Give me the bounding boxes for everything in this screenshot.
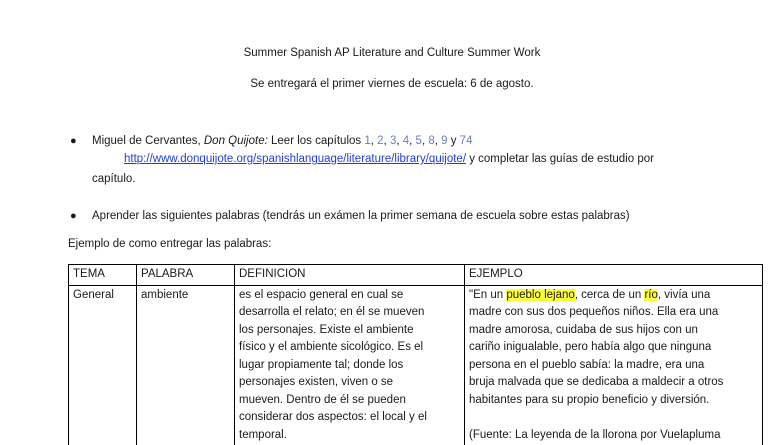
reading-continuation: capítulo. <box>92 173 136 185</box>
definition-line: personajes existen, viven o se <box>239 376 394 388</box>
table-header-row <box>69 265 763 286</box>
header-ejemplo: EJEMPLO <box>465 265 763 286</box>
bullet-icon: ● <box>70 135 77 147</box>
example-line: madre amorosa, cuidaba de sus hijos con un <box>469 323 698 336</box>
definition-line: considerar dos aspectos: el local y el <box>239 411 427 423</box>
highlighted-word: río <box>644 288 658 301</box>
quijote-link[interactable]: http://www.donquijote.org/spanishlanguage/literature/library/quijote/ <box>124 153 467 165</box>
chapter-number: 8 <box>428 135 435 147</box>
chapter-number: 74 <box>459 135 473 147</box>
chapter-number: 1 <box>364 135 371 147</box>
header-palabra: PALABRA <box>137 265 235 286</box>
example-line: habitantes para su propio beneficio y diversión. <box>469 393 710 406</box>
bullet-icon: ● <box>70 210 77 222</box>
definition-line: físico y el ambiente sicológico. Es el <box>239 341 424 353</box>
chapter-number: 2 <box>377 135 384 147</box>
due-date: Se entregará el primer viernes de escuela: 6 de agosto. <box>250 78 534 90</box>
header-definicion: DEFINICION <box>235 265 465 286</box>
header-tema: TEMA <box>69 265 137 286</box>
cell-definicion <box>235 285 465 445</box>
example-line <box>469 287 758 305</box>
chapter-number: 9 <box>441 135 448 147</box>
book-title: Don Quijote: <box>203 135 268 147</box>
definition-line: desarrolla el relato; en él se mueven <box>239 306 425 318</box>
table-row <box>69 285 763 445</box>
cell-tema: General <box>69 285 137 445</box>
chapter-number: 3 <box>389 135 397 147</box>
example-text: , vivía una <box>657 288 711 301</box>
example-label: Ejemplo de como entregar las palabras: <box>68 238 272 250</box>
definition-line: mueven. Dentro de él se pueden <box>239 393 406 406</box>
document-title: Summer Spanish AP Literature and Culture Summer Work <box>243 47 541 59</box>
chapter-number: 4 <box>402 135 410 147</box>
highlighted-phrase: pueblo lejano <box>506 288 575 301</box>
cell-ejemplo <box>465 285 763 445</box>
reading-assignment: Miguel de Cervantes, Don Quijote: Leer los capítulos 1, 2, 3, 4, 5, 8, 9 y 74 <box>92 135 473 147</box>
definition-line: es el espacio general en cual se <box>239 288 404 301</box>
link-followup: y completar las guías de estudio por <box>466 153 654 165</box>
example-line: madre con sus dos pequeños niños. Ella era una <box>469 306 719 318</box>
vocabulary-table <box>68 264 763 445</box>
definition-line: lugar propiamente tal; donde los <box>239 358 404 371</box>
example-line: persona en el pueblo sabía: la madre, era una <box>469 358 705 371</box>
definition-line: temporal. <box>239 428 287 441</box>
cell-palabra: ambiente <box>137 285 235 445</box>
definition-line: los personajes. Existe el ambiente <box>239 323 414 336</box>
example-text: , cerca de un <box>574 288 645 301</box>
reading-instruction: Leer los capítulos <box>267 135 365 147</box>
example-text: "En un <box>469 288 507 301</box>
blank-line <box>469 409 758 427</box>
vocabulary-assignment: Aprender las siguientes palabras (tendrás un exámen la primer semana de escuela sobre estas palabras) <box>92 210 630 222</box>
author-name: Miguel de Cervantes, <box>92 135 204 147</box>
example-line: cariño inigualable, pero había algo que ninguna <box>469 341 712 353</box>
example-source: (Fuente: La leyenda de la llorona por Vuelapluma <box>469 428 721 441</box>
link-line <box>124 153 654 165</box>
chapter-number: 5 <box>415 135 422 147</box>
example-line: bruja malvada que se dedicaba a maldecir a otros <box>469 376 724 388</box>
